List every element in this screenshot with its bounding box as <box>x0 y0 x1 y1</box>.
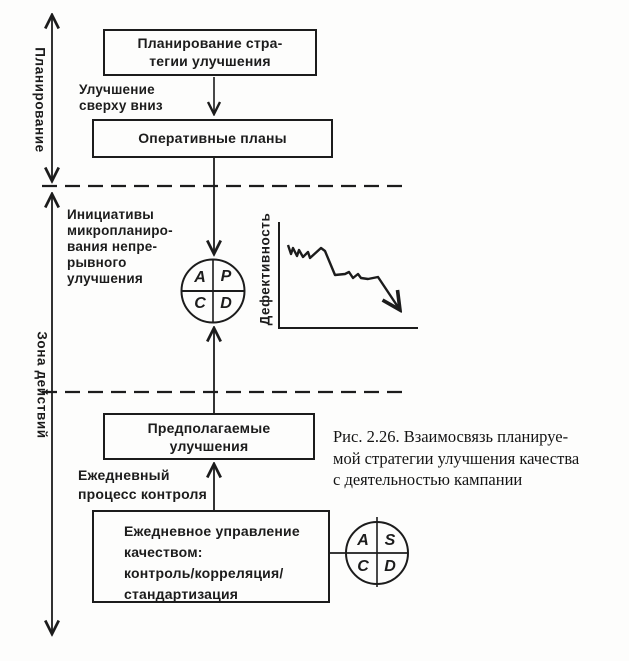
planning-axis-label: Планирование <box>32 47 48 153</box>
sdca-letter-a: A <box>357 532 369 549</box>
pdca-letter-p: P <box>220 268 232 285</box>
daily-control-line: Ежедневный <box>78 467 170 483</box>
strategy-planning-line: Планирование стра- <box>137 35 283 51</box>
proposed-improvements-box <box>103 413 315 460</box>
daily-management-line: стандартизация <box>124 586 239 602</box>
daily-control-label <box>78 466 207 503</box>
top-down-improvement-label <box>79 82 163 113</box>
daily-management-box <box>92 510 330 603</box>
operational-plans-label: Оперативные планы <box>138 129 287 146</box>
operational-plans-box <box>92 119 333 158</box>
micro-planning-line: рывного <box>67 255 127 270</box>
action-zone-axis-label: Зона действий <box>34 331 50 439</box>
caption-line: мой стратегии улучшения качества <box>333 448 580 468</box>
daily-management-line: Ежедневное управление <box>124 523 300 539</box>
daily-management-line: качеством: <box>124 544 203 560</box>
strategy-planning-line: тегии улучшения <box>149 52 271 69</box>
sdca-letter-s: S <box>384 532 396 549</box>
daily-control-line: процесс контроля <box>78 485 207 502</box>
caption-line: с деятельностью кампании <box>333 470 523 489</box>
daily-management-line: контроль/корреляция/ <box>124 565 284 581</box>
top-down-improvement-line: сверху вниз <box>79 97 163 113</box>
micro-planning-line: микропланиро- <box>67 223 173 238</box>
sdca-letter-c: C <box>357 558 369 575</box>
micro-planning-line: Инициативы <box>67 207 155 222</box>
sdca-letter-d: D <box>384 558 396 575</box>
pdca-letter-a: A <box>194 269 206 286</box>
proposed-improvements-line: улучшения <box>169 437 249 454</box>
micro-planning-line: улучшения <box>67 271 143 286</box>
top-down-improvement-line: Улучшение <box>79 82 155 97</box>
proposed-improvements-line: Предполагаемые <box>147 419 271 436</box>
caption-line: Рис. 2.26. Взаимосвязь планируе- <box>333 427 569 446</box>
micro-planning-label <box>67 207 173 287</box>
figure-caption <box>333 426 629 491</box>
strategy-planning-box <box>103 29 317 76</box>
pdca-letter-c: C <box>194 295 206 312</box>
pdca-letter-d: D <box>220 295 232 312</box>
defect-axis-label: Дефективность <box>257 212 273 326</box>
defect-trend-line <box>288 245 400 310</box>
micro-planning-line: вания непре- <box>67 239 158 254</box>
